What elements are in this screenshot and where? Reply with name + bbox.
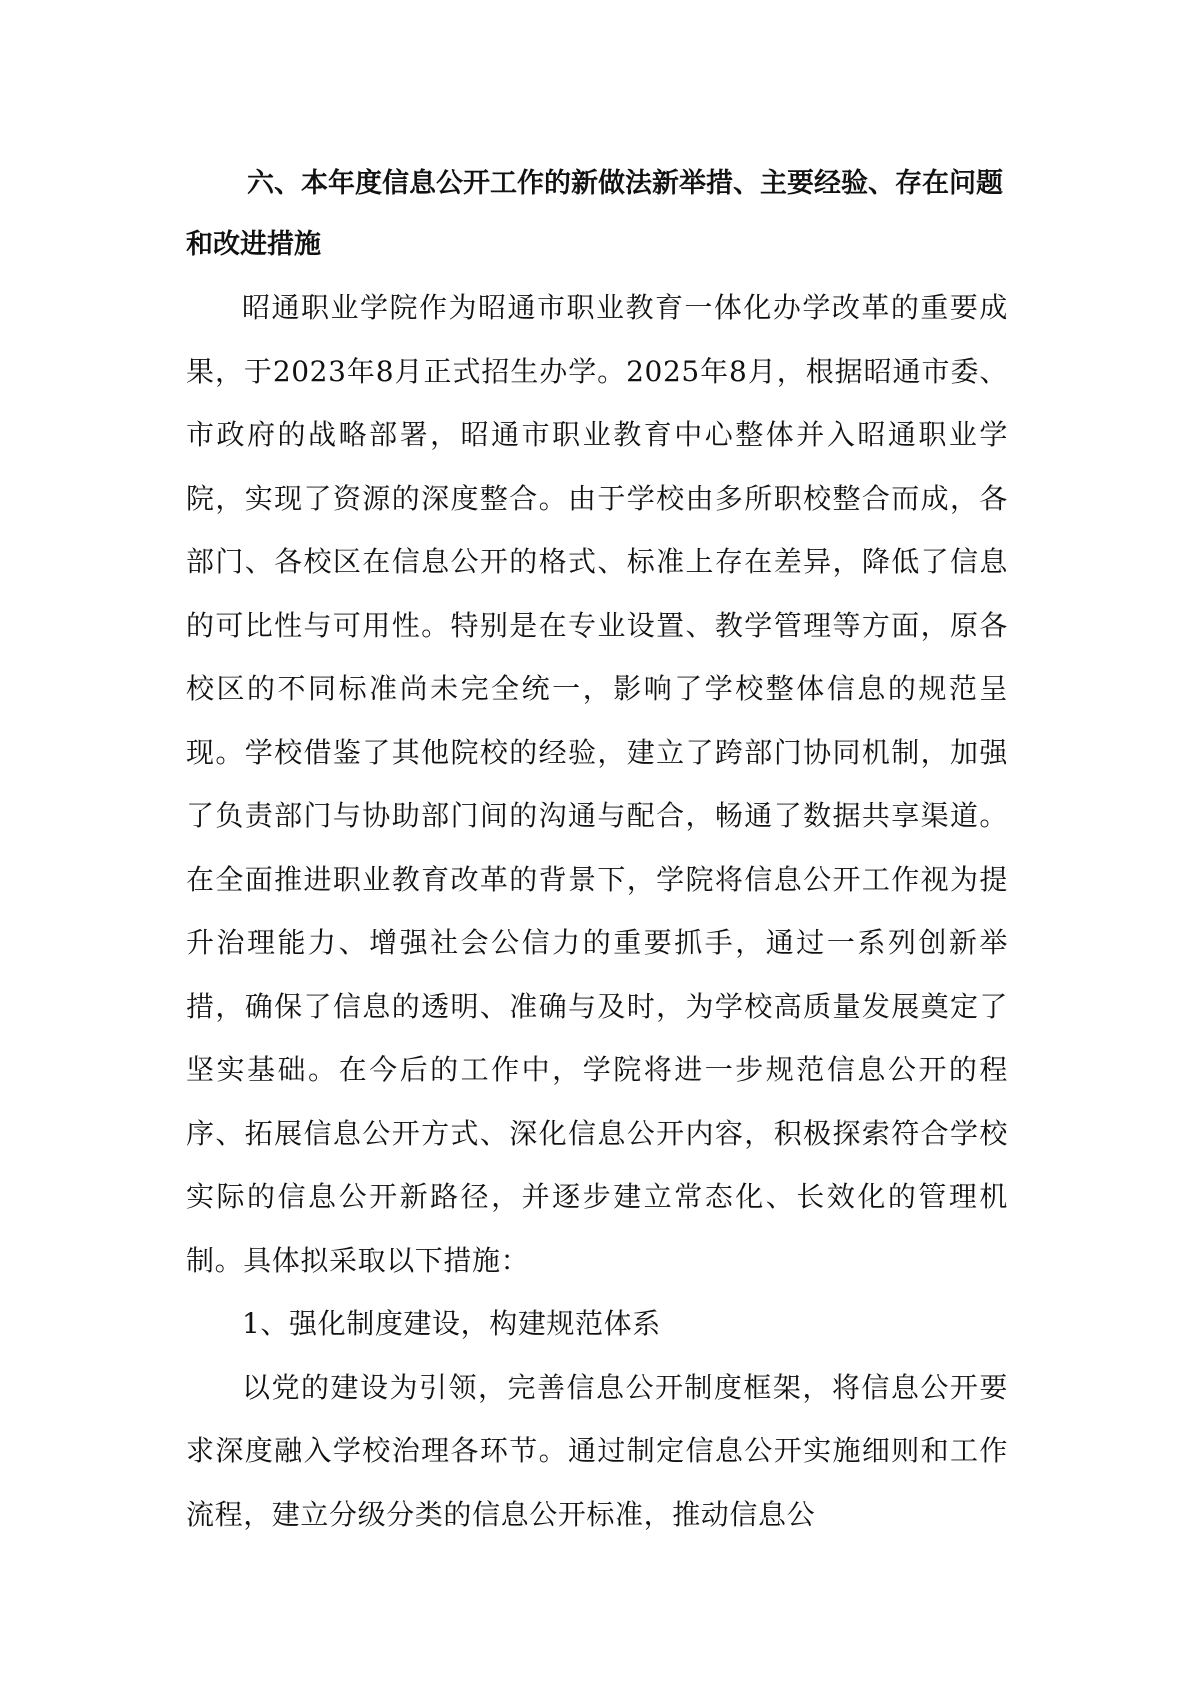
section-heading: 六、本年度信息公开工作的新做法新举措、主要经验、存在问题和改进措施 bbox=[186, 168, 1003, 260]
body-paragraph: 昭通职业学院作为昭通市职业教育一体化办学改革的重要成果，于2023年8月正式招生办学。2025年8月，根据昭通市委、市政府的战略部署，昭通市职业教育中心整体并入昭通职业学院，实现了资源的深度整合。由于学校由多所职校整合而成，各部门、各校区在信息公开的格式、标准上存在差异，降低了信息的可比性与可用性。特别是在专业设置、教学管理等方面，原各校区的不同标准尚未完全统一，影响了学校整体信息的规范呈现。学校借鉴了其他院校的经验，建立了跨部门协同机制，加强了负责部门与协助部门间的沟通与配合，畅通了数据共享渠道。在全面推进职业教育改革的背景下，学院将信息公开工作视为提升治理能力、增强社会公信力的重要抓手，通过一系列创新举措，确保了信息的透明、准确与及时，为学校高质量发展奠定了坚实基础。在今后的工作中，学院将进一步规范信息公开的程序、拓展信息公开方式、深化信息公开内容，积极探索符合学校实际的信息公开新路径，并逐步建立常态化、长效化的管理机制。具体拟采取以下措施： bbox=[186, 291, 1008, 1277]
document-body bbox=[186, 153, 1008, 1546]
numbered-subheading: 1、强化制度建设，构建规范体系 bbox=[242, 1307, 661, 1340]
body-paragraph: 以党的建设为引领，完善信息公开制度框架，将信息公开要求深度融入学校治理各环节。通过制定信息公开实施细则和工作流程，建立分级分类的信息公开标准，推动信息公 bbox=[186, 1370, 1008, 1531]
